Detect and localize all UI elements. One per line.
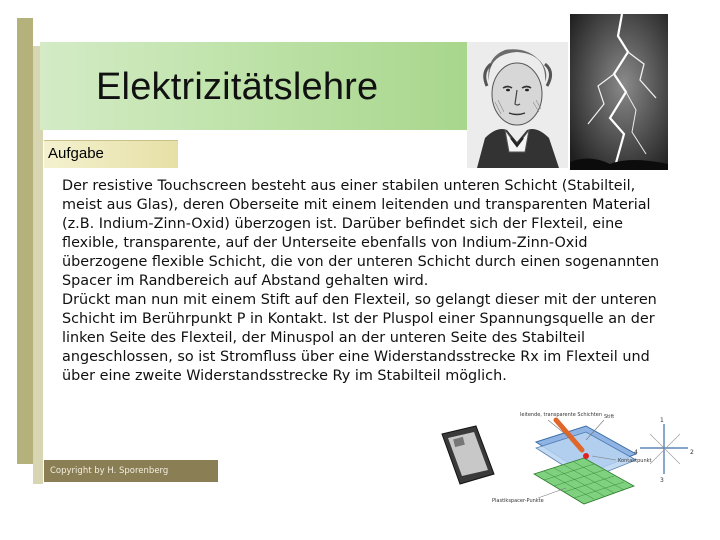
stylus-device <box>442 426 494 484</box>
page-title: Elektrizitätslehre <box>96 66 379 108</box>
label-contact: Kontaktpunkt <box>618 458 652 464</box>
copyright-text: Copyright by H. Sporenberg <box>50 466 169 476</box>
task-description <box>62 177 662 386</box>
touchscreen-diagram <box>436 404 696 512</box>
label-layers: leitende, transparente Schichten <box>520 412 603 418</box>
label-electrode-1: 1 <box>660 417 664 424</box>
decorative-stripe-dark <box>17 18 33 464</box>
portrait-image <box>467 42 568 168</box>
paragraph-2: Drückt man nun mit einem Stift auf den Flexteil, so gelangt dieser mit der unteren Schicht im Berührpunkt P in Kontakt. Ist der Pluspol einer Spannungsquelle an der linken Seite des Flexteil, der Minuspol an der unteren Seite des Stabilteil angeschlossen, so ist Stromfluss über eine Widerstandsstrecke Rx im Flexteil und über eine zweite Widerstandsstrecke Ry im Stabilteil möglich. <box>62 292 657 384</box>
section-label: Aufgabe <box>48 145 104 162</box>
label-electrode-4: 4 <box>634 449 638 456</box>
coordinate-cross <box>640 424 688 474</box>
contact-point <box>583 453 589 459</box>
lightning-image <box>570 14 668 170</box>
label-spacer: Plastikspacer-Punkte <box>492 498 544 504</box>
label-stylus: Stift <box>604 414 615 420</box>
label-electrode-3: 3 <box>660 477 664 484</box>
paragraph-1: Der resistive Touchscreen besteht aus einer stabilen unteren Schicht (Stabilteil, meist aus Glas), deren Oberseite mit einem leitenden und transparenten Material (z.B. Indium-Zinn-Oxid) überzogen ist. Darüber befindet sich der Flexteil, eine flexible, transparente, auf der Unterseite ebenfalls von Indium-Zinn-Oxid überzogene flexible Schicht, die von der unteren Schicht durch einen sogenannten Spacer im Randbereich auf Abstand gehalten wird. <box>62 178 660 289</box>
label-electrode-2: 2 <box>690 449 694 456</box>
